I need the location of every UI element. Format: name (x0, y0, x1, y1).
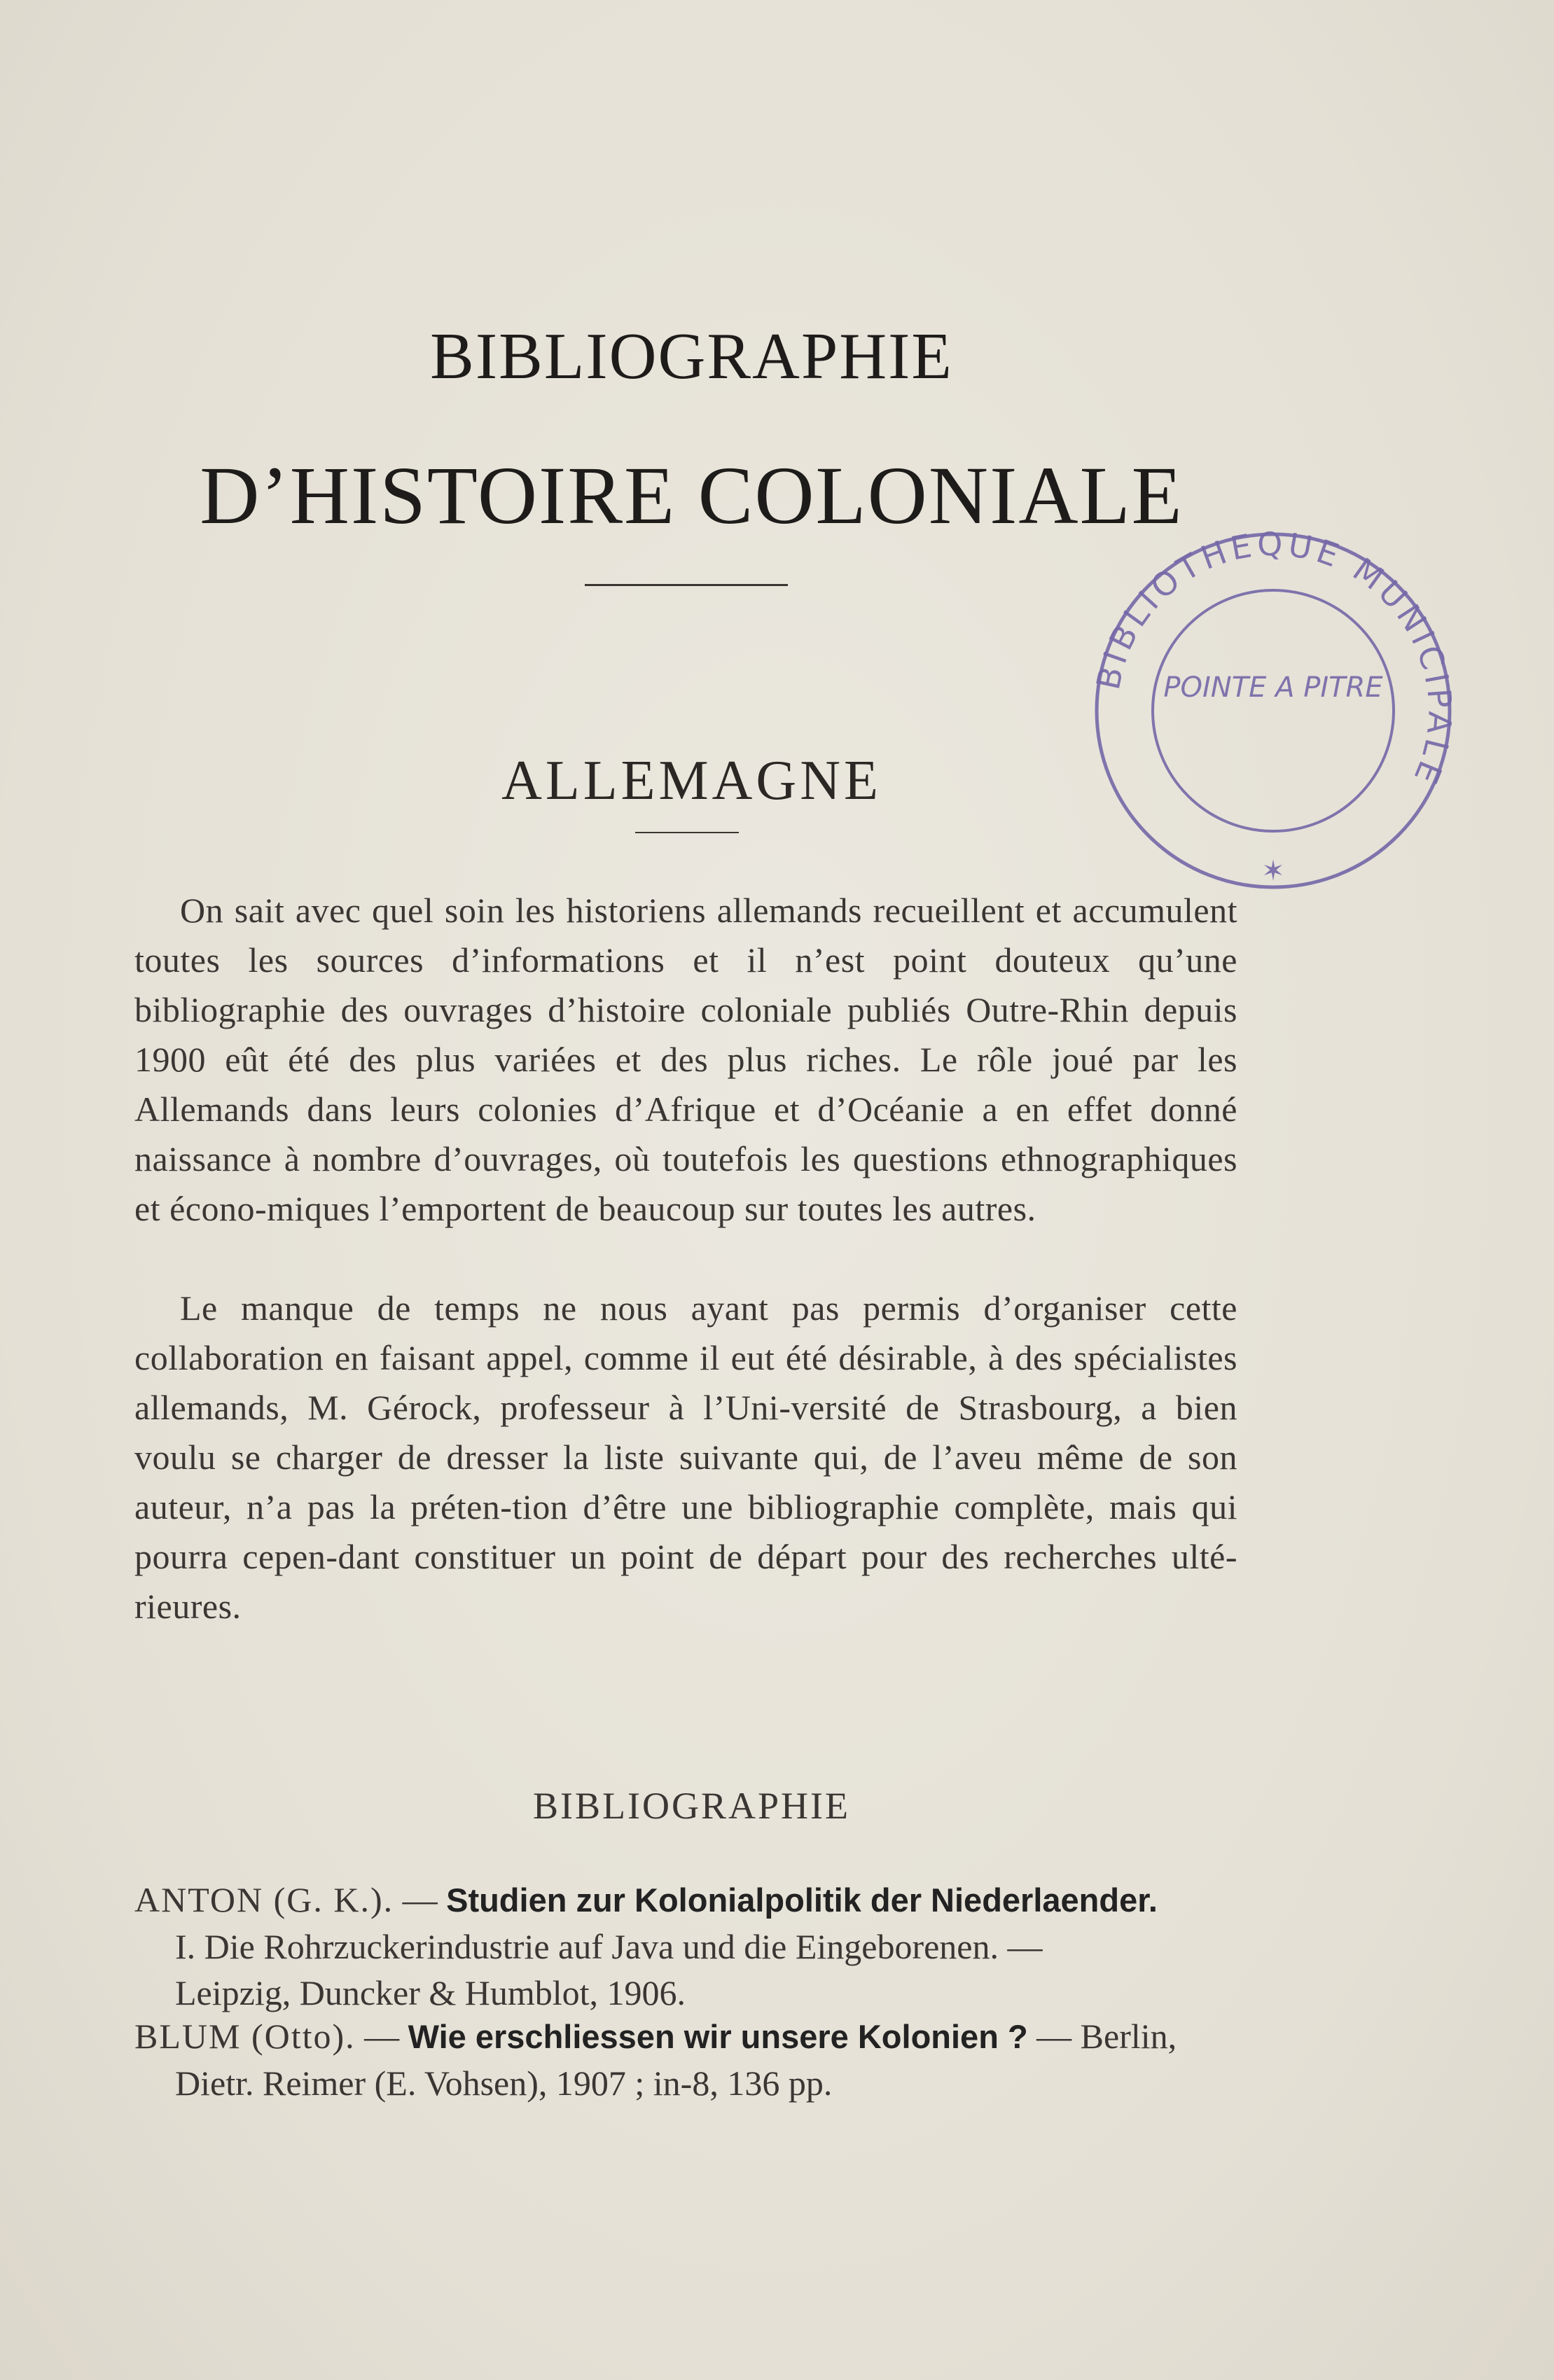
entry-dash: — (394, 1880, 447, 1919)
library-stamp (1084, 522, 1462, 900)
second-paragraph: Le manque de temps ne nous ayant pas permis d’organiser cette collaboration en faisant appel, comme il eut été désirable, à des spécialistes allemands, M. Gérock, professeur à l’Uni-versité de Strasbourg, a bien voulu se charger de dresser la liste suivante qui, de l’aveu même de son auteur, n’a pas la préten-tion d’être une bibliographie complète, mais qui pourra cepen-dant constituer un point de départ pour des recherches ulté-rieures. (134, 1288, 1237, 1626)
section-divider (635, 832, 739, 833)
intro-paragraph: On sait avec quel soin les historiens allemands recueillent et accumulent toutes les sources d’informations et il n’est point douteux qu’une bibliographie des ouvrages d’histoire coloniale publiés Outre-Rhin depuis 1900 eût été des plus variées et des plus riches. Le rôle joué par les Allemands dans leurs colonies d’Afrique et d’Océanie a en effet donné naissance à nombre d’ouvrages, où toutefois les questions ethnographiques et écono-miques l’emportent de beaucoup sur toutes les autres. (134, 891, 1237, 1228)
entry-continuation: I. Die Rohrzuckerindustrie auf Java und die Eingeborenen. — (175, 1927, 1043, 1966)
entry-dash: — (355, 2017, 408, 2056)
entry-title: Wie erschliessen wir unsere Kolonien ? (408, 2018, 1028, 2055)
entry-first-line (134, 2013, 1237, 2060)
section-heading: ALLEMAGNE (501, 750, 882, 812)
bibliography-entry (134, 1877, 1237, 2016)
title-line-1: BIBLIOGRAPHIE (430, 320, 953, 393)
entry-continuation: Leipzig, Duncker & Humblot, 1906. (175, 1973, 686, 2012)
title-divider (585, 584, 788, 586)
entry-author: BLUM (Otto). (134, 2017, 356, 2056)
entry-author: ANTON (G. K.). (134, 1880, 394, 1919)
stamp-outer-text: BIBLIOTHEQUE MUNICIPALE (1088, 524, 1459, 793)
bibliography-entry (134, 2013, 1237, 2106)
bibliography-heading: BIBLIOGRAPHIE (533, 1785, 850, 1827)
stamp-inner-text: POINTE A PITRE (1163, 671, 1383, 704)
entry-title: Studien zur Kolonialpolitik der Niederlaender. (446, 1881, 1158, 1919)
entry-first-line (134, 1877, 1237, 1923)
svg-text:BIBLIOTHEQUE MUNICIPALE (1089, 525, 1459, 793)
entry-publisher-lead: — Berlin, (1027, 2017, 1177, 2056)
star-icon: ✶ (1261, 855, 1285, 887)
title-line-2: D’HISTOIRE COLONIALE (200, 450, 1184, 541)
entry-continuation: Dietr. Reimer (E. Vohsen), 1907 ; in-8, 136 pp. (175, 2064, 833, 2103)
